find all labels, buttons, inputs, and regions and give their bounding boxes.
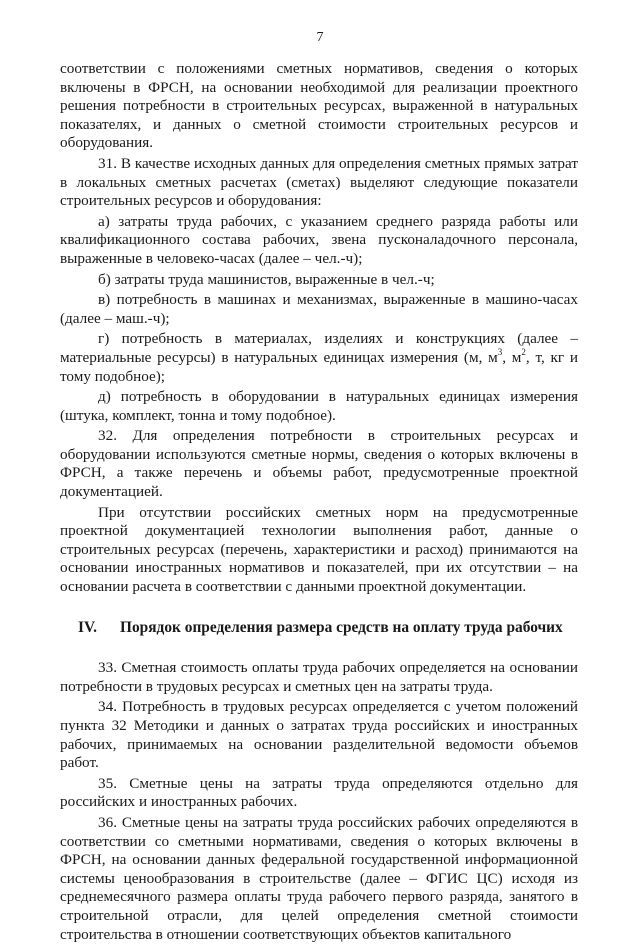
paragraph-g-text-2: , м bbox=[502, 348, 522, 366]
section-heading bbox=[60, 619, 578, 638]
paragraph-g-text-3: , т, кг и тому подобное); bbox=[60, 348, 578, 385]
paragraph-g-text-1: г) потребность в материалах, изделиях и конструкциях (далее – материальные ресурсы) в натуральных единицах измерения (м, м bbox=[60, 330, 578, 366]
page-number: 7 bbox=[316, 30, 324, 45]
paragraph: 34. Потребность в трудовых ресурсах определяется с учетом положений пункта 32 Методики и данных о затратах труда российских и иностранных рабочих, принимаемых на основании разделительной ведомости объемов работ. bbox=[60, 698, 578, 772]
paragraph: в) потребность в машинах и механизмах, выраженные в машино-часах (далее – маш.-ч); bbox=[60, 291, 578, 327]
paragraph: При отсутствии российских сметных норм на предусмотренные проектной документацией технологии выполнения работ, данные о строительных ресурсах (перечень, характеристики и расход) принимаются на основании иностранных нормативов и показателей, при их отсутствии – на основании расчета в соответствии с данными проектной документации. bbox=[60, 503, 578, 596]
paragraph: а) затраты труда рабочих, с указанием среднего разряда работы или квалификационного состава рабочих, звена пусконаладочного персонала, выраженные в человеко-часах (далее – чел.-ч); bbox=[60, 212, 578, 267]
paragraph-group-bottom bbox=[60, 659, 578, 944]
paragraph: 35. Сметные цены на затраты труда определяются отдельно для российских и иностранных рабочих. bbox=[60, 774, 578, 811]
document-body bbox=[60, 60, 578, 946]
paragraph: б) затраты труда машинистов, выраженные в чел.-ч; bbox=[98, 270, 435, 288]
paragraph-group-mid bbox=[60, 388, 578, 597]
paragraph-g-materials bbox=[60, 330, 578, 386]
section-title: Порядок определения размера средств на оплату труда рабочих bbox=[120, 618, 563, 636]
superscript-3: 3 bbox=[497, 346, 503, 357]
paragraph-group-top bbox=[60, 60, 578, 328]
paragraph: 33. Сметная стоимость оплаты труда рабочих определяется на основании потребности в трудовых ресурсах и сметных цен на затраты труда. bbox=[60, 659, 578, 695]
paragraph: д) потребность в оборудовании в натуральных единицах измерения (штука, комплект, тонна и тому подобное). bbox=[60, 388, 578, 424]
paragraph: 32. Для определения потребности в строительных ресурсах и оборудовании используются сметные нормы, сведения о которых включены в ФРСН, а также перечень и объемы работ, предусмотренные проектной документацией. bbox=[60, 427, 578, 501]
superscript-2: 2 bbox=[521, 346, 526, 357]
paragraph: 36. Сметные цены на затраты труда российских рабочих определяются в соответствии со сметными нормативами, сведения о которых включены в ФРСН, на основании данных федеральной государственной информационной системы ценообразования в строительстве (далее – ФГИС ЦС) исходя из среднемесячного размера оплаты труда рабочего первого разряда, занятого в строительной отрасли, для целей определения сметной стоимости строительства в отношении соответствующих объектов капитального bbox=[60, 813, 578, 943]
section-number: IV. bbox=[78, 618, 97, 636]
paragraph: соответствии с положениями сметных нормативов, сведения о которых включены в ФРСН, на основании необходимой для реализации проектного решения потребности в строительных ресурсах, выраженной в натуральных показателях, и данных о сметной стоимости строительных ресурсов и оборудования. bbox=[60, 60, 578, 152]
paragraph: 31. В качестве исходных данных для определения сметных прямых затрат в локальных сметных расчетах (сметах) выделяют следующие показатели строительных ресурсов и оборудования: bbox=[60, 154, 578, 210]
